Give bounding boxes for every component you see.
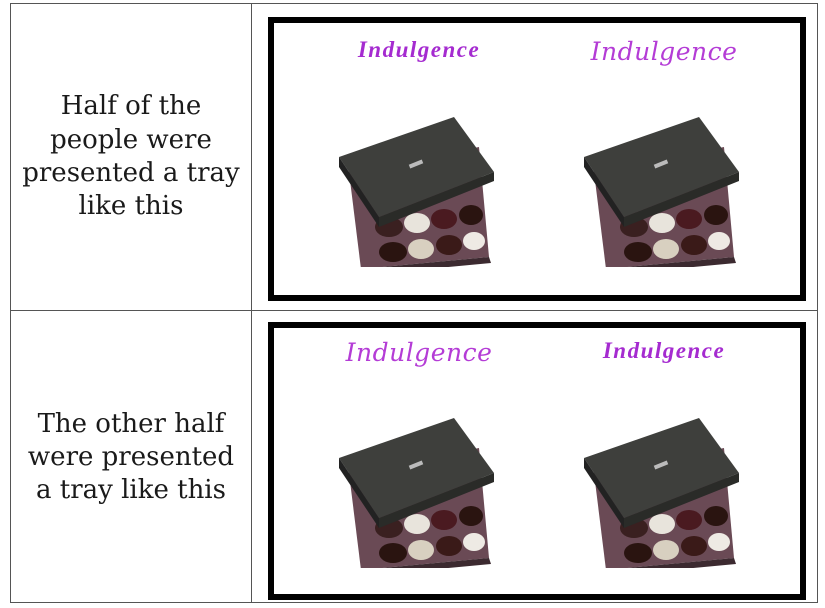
- caption-line: Half of the: [60, 91, 202, 122]
- chocolate-box-icon: [329, 77, 509, 267]
- row-1-tray-frame: [268, 17, 806, 301]
- row-2-caption: [28, 408, 234, 508]
- row-1-box-left: [329, 37, 509, 267]
- row-1-box-right: [574, 37, 754, 267]
- brand-label: Indulgence: [590, 37, 738, 66]
- caption-line: like this: [78, 191, 184, 222]
- column-divider: [251, 4, 252, 602]
- chocolate-box-icon: [574, 77, 754, 267]
- row-2-caption-cell: [11, 311, 251, 604]
- row-2-box-right: [574, 338, 754, 568]
- caption-line: a tray like this: [35, 475, 226, 506]
- row-2-tray-frame: [268, 322, 806, 600]
- chocolate-box-icon: [574, 378, 754, 568]
- caption-line: were presented: [27, 441, 235, 472]
- row-2-box-left: [329, 338, 509, 568]
- row-1-caption-cell: [11, 4, 251, 310]
- chocolate-box-icon: [329, 378, 509, 568]
- caption-line: presented a tray: [22, 158, 240, 188]
- caption-line: The other half: [37, 408, 225, 439]
- brand-label: Indulgence: [602, 338, 726, 363]
- row-1-caption: [22, 90, 240, 223]
- caption-line: people were: [50, 124, 212, 155]
- brand-label: Indulgence: [357, 37, 481, 62]
- brand-label: Indulgence: [345, 338, 493, 367]
- comparison-table: [10, 3, 818, 603]
